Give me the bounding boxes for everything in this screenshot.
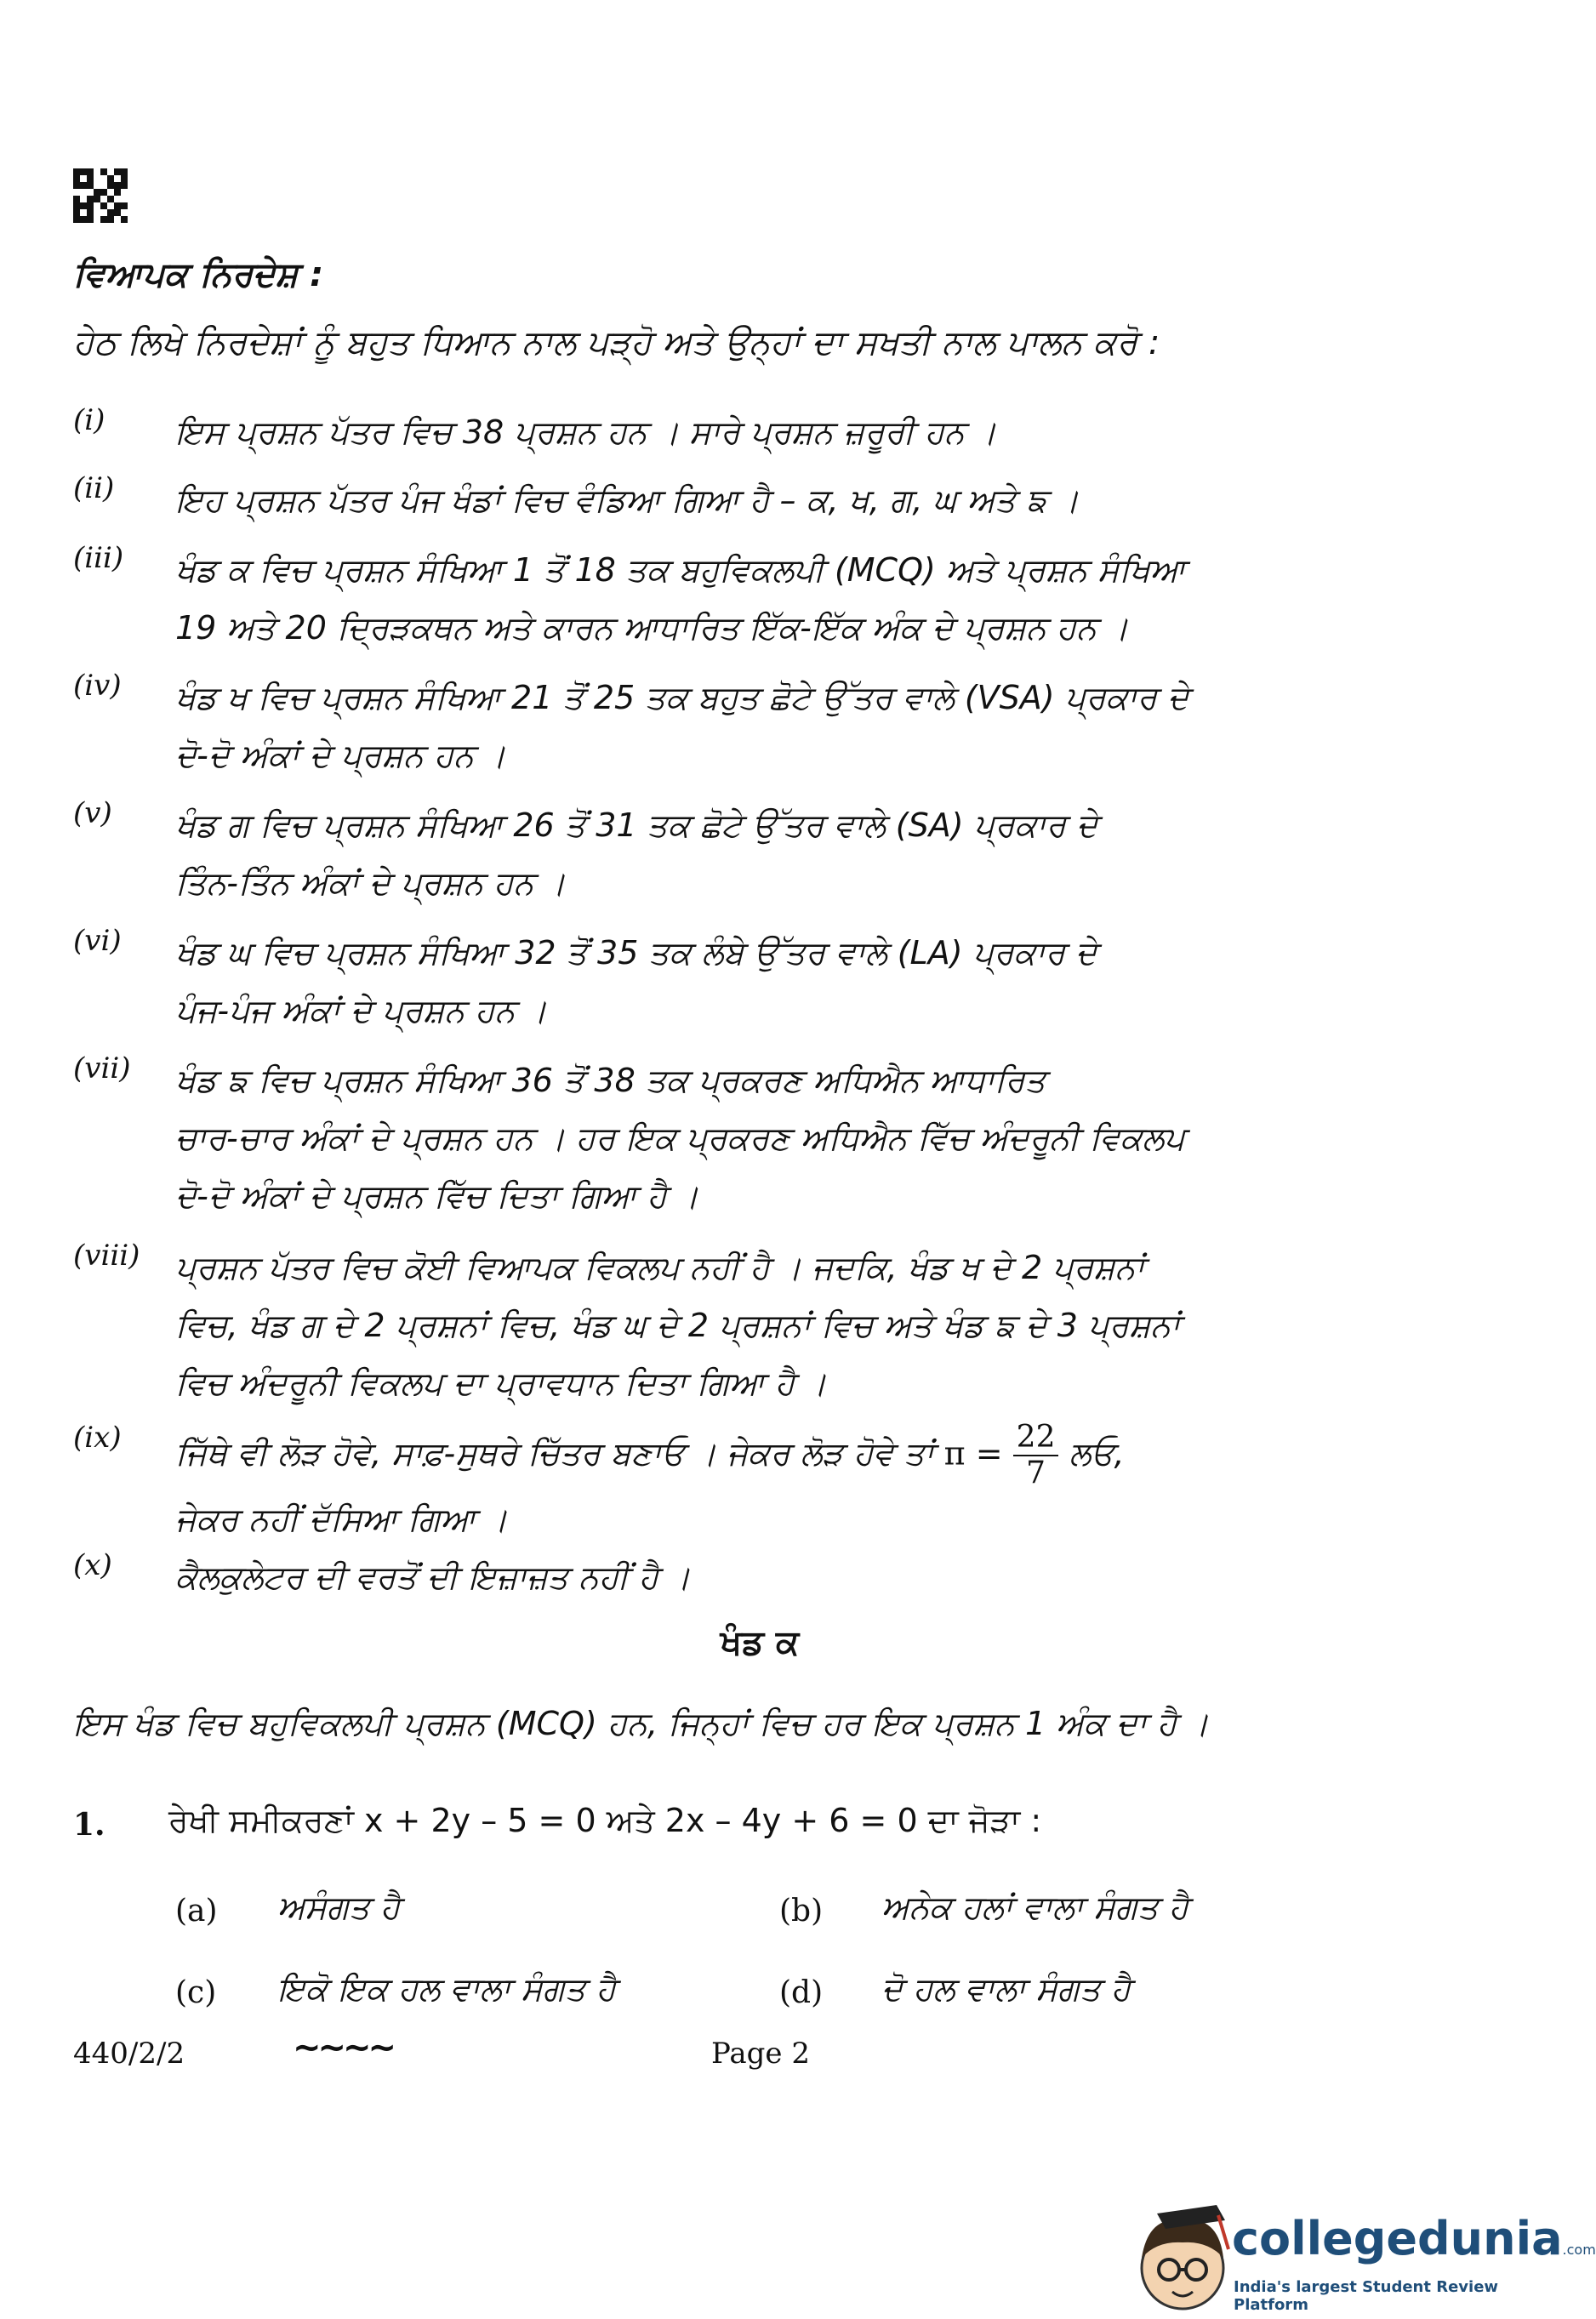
qr-module [121, 175, 128, 182]
qr-module [107, 189, 114, 196]
qr-module [100, 182, 107, 189]
qr-module [94, 209, 100, 216]
instruction-number: (x) [73, 1548, 112, 1582]
instruction-line-tail: ਲਓ, [1069, 1434, 1125, 1473]
qr-module [94, 175, 100, 182]
qr-module [107, 168, 114, 175]
instructions-intro: ਹੇਠ ਲਿਖੇ ਨਿਰਦੇਸ਼ਾਂ ਨੂੰ ਬਹੁਤ ਧਿਆਨ ਨਾਲ ਪੜ੍ਹੋ ਅਤੇ ਉਨ੍ਹਾਂ ਦਾ ਸਖਤੀ ਨਾਲ ਪਾਲਨ ਕਰੋ : [73, 323, 1160, 362]
instruction-line: ਤਿੰਨ-ਤਿੰਨ ਅੰਕਾਂ ਦੇ ਪ੍ਰਸ਼ਨ ਹਨ । [175, 864, 567, 902]
qr-module [73, 168, 80, 175]
qr-module [121, 196, 128, 202]
qr-module [107, 202, 114, 209]
qr-module [87, 189, 94, 196]
instruction-line: 19 ਅਤੇ 20 ਦ੍ਰਿੜਕਥਨ ਅਤੇ ਕਾਰਨ ਆਧਾਰਿਤ ਇੱਕ-ਇੱਕ ਅੰਕ ਦੇ ਪ੍ਰਸ਼ਨ ਹਨ । [175, 609, 1129, 647]
qr-module [87, 202, 94, 209]
qr-code [73, 168, 128, 223]
option-c-label: (c) [175, 1975, 217, 2010]
qr-module [114, 189, 121, 196]
paper-code: 440/2/2 [73, 2037, 185, 2071]
qr-module [121, 189, 128, 196]
instruction-line: ਜੇਕਰ ਨਹੀਂ ਦੱਸਿਆ ਗਿਆ । [175, 1501, 508, 1538]
qr-module [73, 202, 80, 209]
option-d-label: (d) [779, 1975, 824, 2010]
option-a-label: (a) [175, 1894, 218, 1929]
option-b-text: ਅਨੇਕ ਹਲਾਂ ਵਾਲਾ ਸੰਗਤ ਹੈ [881, 1889, 1189, 1926]
qr-module [87, 175, 94, 182]
qr-module [107, 196, 114, 202]
logo-tagline: India's largest Student Review Platform [1234, 2278, 1499, 2314]
qr-module [100, 202, 107, 209]
qr-module [73, 189, 80, 196]
qr-module [114, 175, 121, 182]
logo-wordmark [1232, 2212, 1596, 2265]
fraction-22-over-7 [1013, 1421, 1059, 1490]
qr-module [73, 182, 80, 189]
instruction-line: ਦੋ-ਦੋ ਅੰਕਾਂ ਦੇ ਪ੍ਰਸ਼ਨ ਵਿੱਚ ਦਿਤਾ ਗਿਆ ਹੈ । [175, 1177, 699, 1215]
qr-module [80, 189, 87, 196]
qr-module [94, 168, 100, 175]
qr-module [87, 216, 94, 223]
qr-module [94, 202, 100, 209]
qr-module [114, 168, 121, 175]
instruction-line: ਪ੍ਰਸ਼ਨ ਪੱਤਰ ਵਿਚ ਕੋਈ ਵਿਆਪਕ ਵਿਕਲਪ ਨਹੀਂ ਹੈ । ਜਦਕਿ, ਖੰਡ ਖ ਦੇ 2 ਪ੍ਰਸ਼ਨਾਂ [175, 1249, 1145, 1286]
instruction-line: ਦੋ-ਦੋ ਅੰਕਾਂ ਦੇ ਪ੍ਰਸ਼ਨ ਹਨ । [175, 737, 506, 774]
instruction-line: ਵਿਚ ਅੰਦਰੂਨੀ ਵਿਕਲਪ ਦਾ ਪ੍ਰਾਵਧਾਨ ਦਿਤਾ ਗਿਆ ਹੈ । [175, 1365, 827, 1402]
section-intro: ਇਸ ਖੰਡ ਵਿਚ ਬਹੁਵਿਕਲਪੀ ਪ੍ਰਸ਼ਨ (MCQ) ਹਨ, ਜਿਨ੍ਹਾਂ ਵਿਚ ਹਰ ਇਕ ਪ੍ਰਸ਼ਨ 1 ਅੰਕ ਦਾ ਹੈ । [73, 1705, 1210, 1742]
page-number: Page 2 [711, 2037, 810, 2071]
qr-module [73, 175, 80, 182]
instruction-number: (vii) [73, 1051, 131, 1085]
instruction-number: (ii) [73, 471, 115, 505]
qr-module [107, 216, 114, 223]
instruction-number: (v) [73, 796, 112, 830]
fraction-denominator: 7 [1026, 1456, 1046, 1490]
qr-module [114, 202, 121, 209]
qr-module [94, 196, 100, 202]
qr-module [121, 168, 128, 175]
instruction-line: ਵਿਚ, ਖੰਡ ਗ ਦੇ 2 ਪ੍ਰਸ਼ਨਾਂ ਵਿਚ, ਖੰਡ ਘ ਦੇ 2 ਪ੍ਰਸ਼ਨਾਂ ਵਿਚ ਅਤੇ ਖੰਡ ਙ ਦੇ 3 ਪ੍ਰਸ਼ਨਾਂ [175, 1307, 1180, 1344]
qr-module [73, 196, 80, 202]
question-text: ਰੇਖੀ ਸਮੀਕਰਣਾਂ x + 2y – 5 = 0 ਅਤੇ 2x – 4y + 6 = 0 ਦਾ ਜੋੜਾ : [168, 1802, 1042, 1839]
qr-module [121, 202, 128, 209]
instruction-line: ਇਸ ਪ੍ਰਸ਼ਨ ਪੱਤਰ ਵਿਚ 38 ਪ੍ਰਸ਼ਨ ਹਨ । ਸਾਰੇ ਪ੍ਰਸ਼ਨ ਜ਼ਰੂਰੀ ਹਨ । [175, 413, 997, 451]
instruction-line: ਪੰਜ-ਪੰਜ ਅੰਕਾਂ ਦੇ ਪ੍ਰਸ਼ਨ ਹਨ । [175, 992, 548, 1029]
qr-module [87, 209, 94, 216]
qr-module [121, 209, 128, 216]
instruction-number: (viii) [73, 1239, 140, 1273]
instruction-number: (iii) [73, 541, 124, 575]
instruction-number: (vi) [73, 924, 122, 958]
qr-module [121, 216, 128, 223]
qr-module [73, 209, 80, 216]
qr-module [100, 216, 107, 223]
logo-name: collegedunia [1232, 2212, 1563, 2265]
qr-module [121, 182, 128, 189]
qr-module [100, 189, 107, 196]
qr-module [80, 182, 87, 189]
question-number: 1. [73, 1807, 105, 1843]
instruction-line: ਇਹ ਪ੍ਰਸ਼ਨ ਪੱਤਰ ਪੰਜ ਖੰਡਾਂ ਵਿਚ ਵੰਡਿਆ ਗਿਆ ਹੈ – ਕ, ਖ, ਗ, ਘ ਅਤੇ ਙ । [175, 481, 1080, 519]
instruction-number: (iv) [73, 669, 122, 703]
qr-module [87, 196, 94, 202]
instruction-number: (ix) [73, 1421, 122, 1455]
qr-module [107, 182, 114, 189]
qr-module [94, 182, 100, 189]
qr-module [87, 168, 94, 175]
option-b-label: (b) [779, 1894, 824, 1929]
instruction-line: ਕੈਲਕੁਲੇਟਰ ਦੀ ਵਰਤੋਂ ਦੀ ਇਜ਼ਾਜ਼ਤ ਨਹੀਂ ਹੈ । [175, 1558, 691, 1596]
qr-module [100, 209, 107, 216]
qr-module [100, 196, 107, 202]
qr-module [80, 216, 87, 223]
section-title: ਖੰਡ ਕ [720, 1623, 800, 1662]
general-instructions-title: ਵਿਆਪਕ ਨਿਰਦੇਸ਼ : [73, 255, 324, 294]
pi-symbol: π = [943, 1434, 1003, 1473]
instruction-line: ਖੰਡ ਖ ਵਿਚ ਪ੍ਰਸ਼ਨ ਸੰਖਿਆ 21 ਤੋਂ 25 ਤਕ ਬਹੁਤ ਛੋਟੇ ਉੱਤਰ ਵਾਲੇ (VSA) ਪ੍ਰਕਾਰ ਦੇ [175, 679, 1189, 716]
qr-module [100, 168, 107, 175]
qr-module [114, 216, 121, 223]
qr-module [107, 175, 114, 182]
qr-module [80, 209, 87, 216]
qr-module [80, 202, 87, 209]
option-d-text: ਦੋ ਹਲ ਵਾਲਾ ਸੰਗਤ ਹੈ [881, 1970, 1131, 2008]
qr-module [94, 189, 100, 196]
qr-module [107, 209, 114, 216]
instruction-line: ਖੰਡ ਙ ਵਿਚ ਪ੍ਰਸ਼ਨ ਸੰਖਿਆ 36 ਤੋਂ 38 ਤਕ ਪ੍ਰਕਰਣ ਅਧਿਐਨ ਆਧਾਰਿਤ [175, 1062, 1046, 1099]
qr-module [80, 196, 87, 202]
option-a-text: ਅਸੰਗਤ ਹੈ [277, 1889, 401, 1926]
qr-module [114, 182, 121, 189]
instruction-line: ਜਿੱਥੇ ਵੀ ਲੋੜ ਹੋਵੇ, ਸਾਫ਼-ਸੁਥਰੇ ਚਿੱਤਰ ਬਣਾਓ । ਜੇਕਰ ਲੋੜ ਹੋਵੇ ਤਾਂ [175, 1434, 934, 1473]
qr-module [114, 196, 121, 202]
qr-module [80, 175, 87, 182]
qr-module [87, 182, 94, 189]
instruction-line: ਖੰਡ ਘ ਵਿਚ ਪ੍ਰਸ਼ਨ ਸੰਖਿਆ 32 ਤੋਂ 35 ਤਕ ਲੰਬੇ ਉੱਤਰ ਵਾਲੇ (LA) ਪ੍ਰਕਾਰ ਦੇ [175, 934, 1097, 971]
footer-ornament: ~~~~ [293, 2028, 394, 2067]
instruction-number: (i) [73, 403, 105, 437]
qr-module [80, 168, 87, 175]
fraction-numerator: 22 [1013, 1421, 1059, 1456]
qr-module [100, 175, 107, 182]
logo-suffix: .com [1562, 2242, 1596, 2258]
instruction-line: ਖੰਡ ਗ ਵਿਚ ਪ੍ਰਸ਼ਨ ਸੰਖਿਆ 26 ਤੋਂ 31 ਤਕ ਛੋਟੇ ਉੱਤਰ ਵਾਲੇ (SA) ਪ੍ਰਕਾਰ ਦੇ [175, 806, 1098, 844]
qr-module [114, 209, 121, 216]
instruction-line: ਖੰਡ ਕ ਵਿਚ ਪ੍ਰਸ਼ਨ ਸੰਖਿਆ 1 ਤੋਂ 18 ਤਕ ਬਹੁਵਿਕਲਪੀ (MCQ) ਅਤੇ ਪ੍ਰਸ਼ਨ ਸੰਖਿਆ [175, 551, 1186, 589]
instruction-line: ਚਾਰ-ਚਾਰ ਅੰਕਾਂ ਦੇ ਪ੍ਰਸ਼ਨ ਹਨ । ਹਰ ਇਕ ਪ੍ਰਕਰਣ ਅਧਿਐਨ ਵਿੱਚ ਅੰਦਰੂਨੀ ਵਿਕਲਪ [175, 1120, 1185, 1157]
qr-module [73, 216, 80, 223]
option-c-text: ਇਕੋ ਇਕ ਹਲ ਵਾਲਾ ਸੰਗਤ ਹੈ [277, 1970, 616, 2008]
qr-module [94, 216, 100, 223]
